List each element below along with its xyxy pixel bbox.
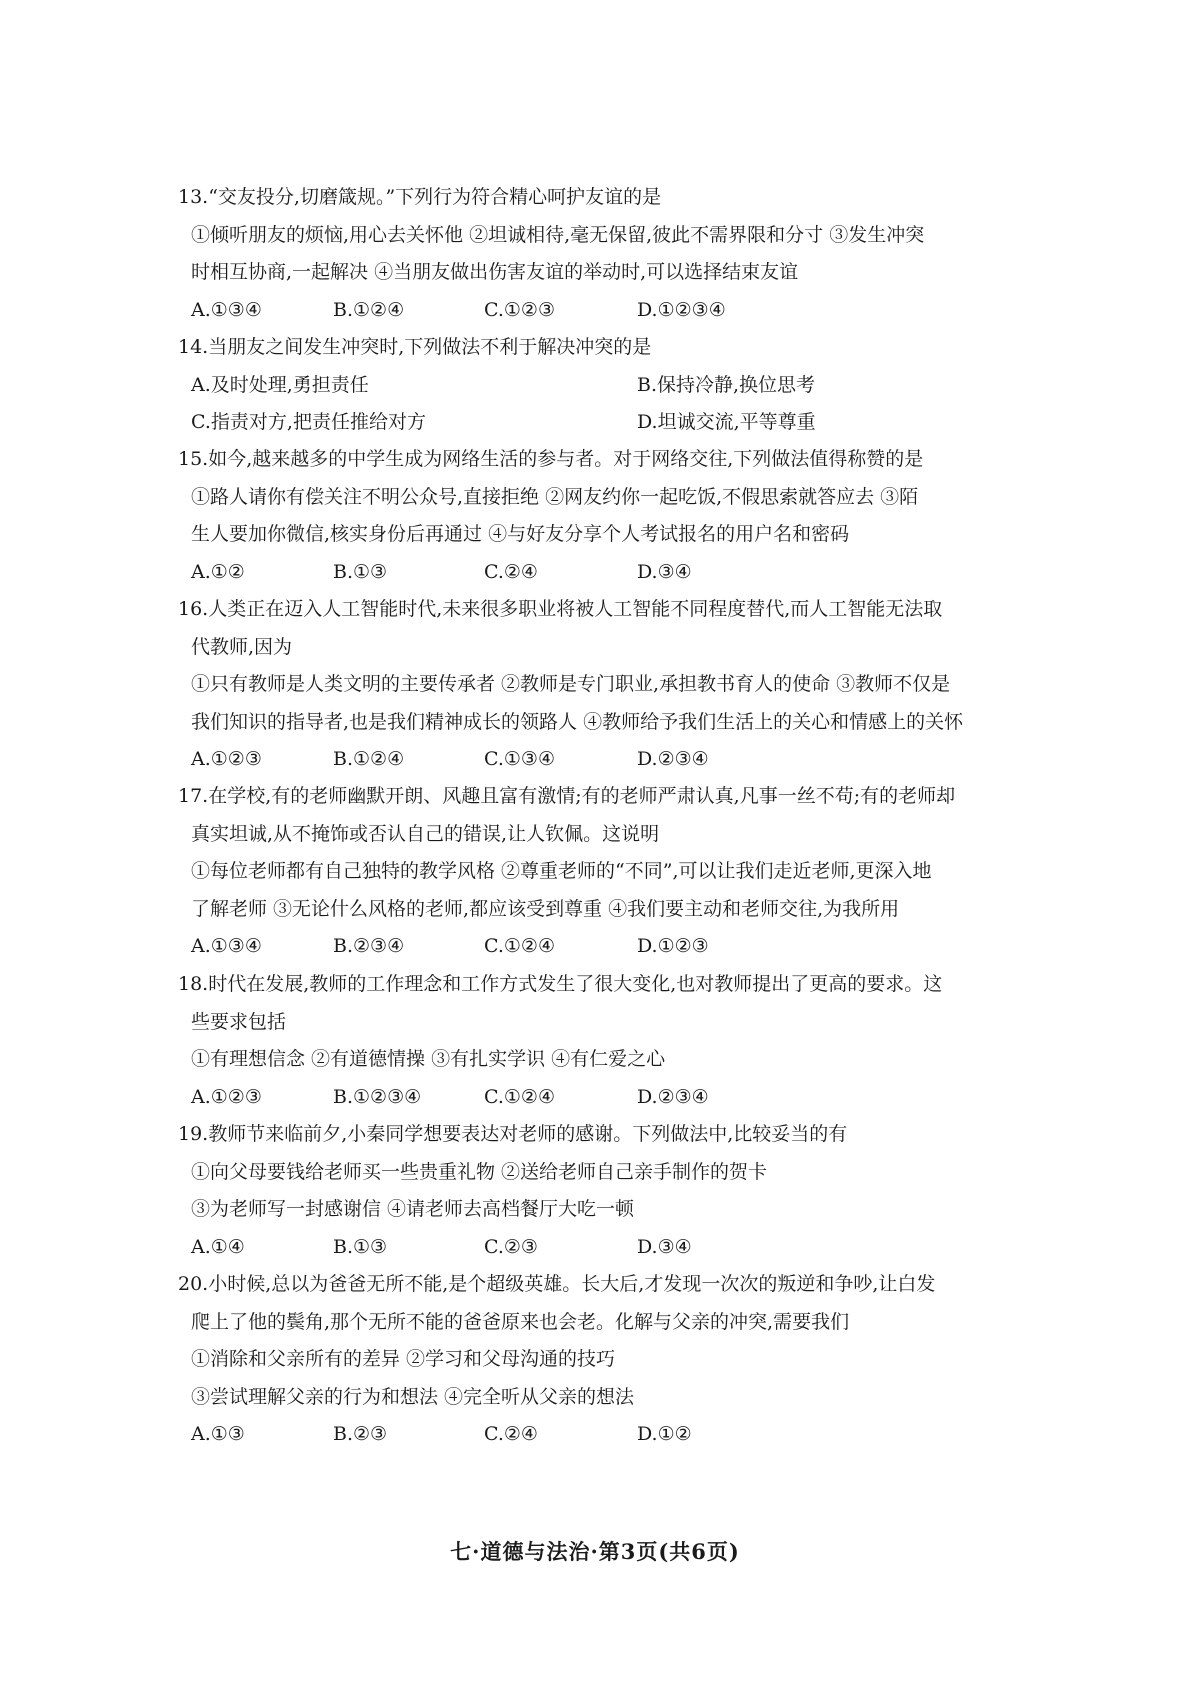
answer-options <box>178 1416 1038 1454</box>
question-18 <box>178 966 1038 1116</box>
option-a: A.①② <box>191 560 245 583</box>
answer-options <box>178 928 1038 966</box>
answer-options-row-2 <box>178 404 1038 442</box>
question-text: 真实坦诚,从不掩饰或否认自己的错误,让人钦佩。这说明 <box>191 822 660 845</box>
question-text: ①路人请你有偿关注不明公众号,直接拒绝 ②网友约你一起吃饭,不假思索就答应去 ③陌 <box>191 485 919 508</box>
option-d: D.③④ <box>637 1235 692 1258</box>
question-text: 了解老师 ③无论什么风格的老师,都应该受到尊重 ④我们要主动和老师交往,为我所用 <box>191 897 900 920</box>
answer-options <box>178 1079 1038 1117</box>
option-a: A.及时处理,勇担责任 <box>191 373 369 396</box>
question-text: ①消除和父亲所有的差异 ②学习和父母沟通的技巧 <box>191 1348 616 1370</box>
question-17 <box>178 778 1038 966</box>
question-15 <box>178 441 1038 591</box>
option-c: C.①②③ <box>484 298 555 321</box>
question-stem: 17.在学校,有的老师幽默开朗、风趣且富有激情;有的老师严肃认真,凡事一丝不苟;有的老师却 <box>178 785 956 807</box>
question-text: 时相互协商,一起解决 ④当朋友做出伤害友谊的举动时,可以选择结束友谊 <box>191 261 799 283</box>
option-a: A.①③④ <box>191 298 262 321</box>
question-text: ③尝试理解父亲的行为和想法 ④完全听从父亲的想法 <box>191 1385 635 1408</box>
option-a: A.①③ <box>191 1423 245 1445</box>
option-a: A.①②③ <box>191 1085 262 1108</box>
question-stem: 19.教师节来临前夕,小秦同学想要表达对老师的感谢。下列做法中,比较妥当的有 <box>178 1123 848 1145</box>
question-19 <box>178 1116 1038 1266</box>
question-text: 些要求包括 <box>191 1010 287 1033</box>
answer-options <box>178 292 1038 330</box>
option-c: C.②③ <box>484 1235 538 1258</box>
question-14 <box>178 329 1038 442</box>
question-16 <box>178 591 1038 779</box>
question-stem: 14.当朋友之间发生冲突时,下列做法不利于解决冲突的是 <box>178 336 652 358</box>
question-stem: 15.如今,越来越多的中学生成为网络生活的参与者。对于网络交往,下列做法值得称赞的是 <box>178 448 924 470</box>
option-d: D.①② <box>637 1423 692 1445</box>
answer-options-row-1 <box>178 367 1038 405</box>
question-text: 代教师,因为 <box>191 635 293 658</box>
option-a: A.①③④ <box>191 935 262 957</box>
option-d: D.①②③④ <box>637 298 726 321</box>
question-stem: 20.小时候,总以为爸爸无所不能,是个超级英雄。长大后,才发现一次次的叛逆和争吵,让白发 <box>178 1273 936 1295</box>
question-text: ①倾听朋友的烦恼,用心去关怀他 ②坦诚相待,毫无保留,彼此不需界限和分寸 ③发生冲突 <box>191 223 925 246</box>
option-c: C.指责对方,把责任推给对方 <box>191 411 426 433</box>
question-text: ③为老师写一封感谢信 ④请老师去高档餐厅大吃一顿 <box>191 1198 635 1220</box>
option-a: A.①②③ <box>191 748 262 770</box>
option-b: B.①③ <box>333 1235 388 1258</box>
option-c: C.①②④ <box>484 935 555 957</box>
question-text: 我们知识的指导者,也是我们精神成长的领路人 ④教师给予我们生活上的关心和情感上的关怀 <box>191 710 964 733</box>
option-c: C.①②④ <box>484 1085 555 1108</box>
question-stem: 13.“交友投分,切磨箴规。”下列行为符合精心呵护友谊的是 <box>178 186 662 208</box>
question-13 <box>178 179 1038 329</box>
question-text: ①向父母要钱给老师买一些贵重礼物 ②送给老师自己亲手制作的贺卡 <box>191 1160 768 1183</box>
question-text: 爬上了他的鬓角,那个无所不能的爸爸原来也会老。化解与父亲的冲突,需要我们 <box>191 1310 850 1333</box>
question-stem: 18.时代在发展,教师的工作理念和工作方式发生了很大变化,也对教师提出了更高的要求。这 <box>178 973 943 995</box>
question-text: ①每位老师都有自己独特的教学风格 ②尊重老师的“不同”,可以让我们走近老师,更深入地 <box>191 860 932 882</box>
question-stem: 16.人类正在迈入人工智能时代,未来很多职业将被人工智能不同程度替代,而人工智能无法取 <box>178 598 943 620</box>
option-b: B.保持冷静,换位思考 <box>637 373 816 396</box>
option-d: D.坦诚交流,平等尊重 <box>637 411 816 433</box>
option-d: D.②③④ <box>637 748 709 770</box>
answer-options <box>178 741 1038 779</box>
page-footer: 七·道德与法治·第3页(共6页) <box>450 1539 740 1564</box>
option-b: B.②③④ <box>333 935 405 957</box>
option-d: D.①②③ <box>637 935 709 957</box>
option-b: B.①②④ <box>333 748 405 770</box>
option-c: C.①③④ <box>484 748 555 770</box>
option-a: A.①④ <box>191 1235 245 1258</box>
option-b: B.①②④ <box>333 298 405 321</box>
question-text: 生人要加你微信,核实身份后再通过 ④与好友分享个人考试报名的用户名和密码 <box>191 523 850 545</box>
option-b: B.②③ <box>333 1423 388 1445</box>
answer-options <box>178 554 1038 592</box>
option-d: D.③④ <box>637 560 692 583</box>
option-d: D.②③④ <box>637 1085 709 1108</box>
option-b: B.①③ <box>333 560 388 583</box>
answer-options <box>178 1229 1038 1267</box>
option-c: C.②④ <box>484 560 538 583</box>
option-c: C.②④ <box>484 1423 538 1445</box>
option-b: B.①②③④ <box>333 1085 422 1108</box>
question-text: ①只有教师是人类文明的主要传承者 ②教师是专门职业,承担教书育人的使命 ③教师不仅是 <box>191 673 951 695</box>
question-20 <box>178 1266 1038 1454</box>
question-text: ①有理想信念 ②有道德情操 ③有扎实学识 ④有仁爱之心 <box>191 1048 666 1070</box>
